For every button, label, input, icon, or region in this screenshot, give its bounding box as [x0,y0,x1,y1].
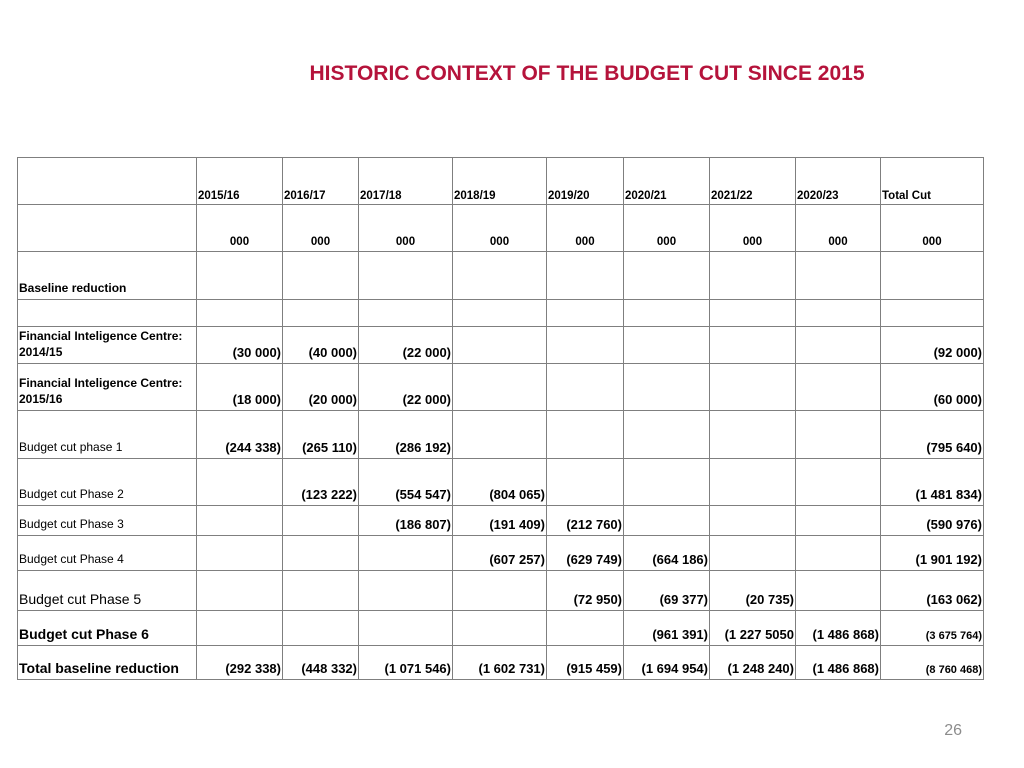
unit-cell: 000 [710,205,796,252]
value-cell: (1 694 954) [624,646,710,680]
value-cell [283,506,359,536]
table-row [18,571,984,611]
value-cell: (163 062) [881,571,984,611]
value-cell: (20 735) [710,571,796,611]
value-cell [624,252,710,300]
value-cell [197,506,283,536]
header-cell [18,158,197,205]
value-cell: (1 602 731) [453,646,547,680]
value-cell [547,300,624,327]
value-cell: (664 186) [624,536,710,571]
value-cell: (72 950) [547,571,624,611]
row-label: Budget cut Phase 4 [18,536,197,571]
header-cell: 2019/20 [547,158,624,205]
row-label: Budget cut phase 1 [18,411,197,459]
value-cell: (804 065) [453,459,547,506]
value-cell [197,300,283,327]
table-row [18,611,984,646]
value-cell [710,327,796,364]
value-cell [359,300,453,327]
value-cell [624,411,710,459]
value-cell [283,252,359,300]
value-cell [359,252,453,300]
value-cell: (69 377) [624,571,710,611]
value-cell [283,611,359,646]
value-cell [197,252,283,300]
value-cell: (212 760) [547,506,624,536]
unit-cell: 000 [283,205,359,252]
value-cell [796,411,881,459]
unit-cell: 000 [796,205,881,252]
value-cell [796,536,881,571]
value-cell: (1 071 546) [359,646,453,680]
value-cell [796,571,881,611]
value-cell [796,364,881,411]
table-row [18,364,984,411]
value-cell: (22 000) [359,327,453,364]
value-cell: (60 000) [881,364,984,411]
value-cell [796,459,881,506]
value-cell [547,459,624,506]
value-cell [624,506,710,536]
value-cell: (1 486 868) [796,646,881,680]
value-cell: (18 000) [197,364,283,411]
value-cell [197,536,283,571]
row-label: Total baseline reduction [18,646,197,680]
row-label: Budget cut Phase 2 [18,459,197,506]
unit-cell: 000 [197,205,283,252]
value-cell: (915 459) [547,646,624,680]
value-cell: (191 409) [453,506,547,536]
header-cell: Total Cut [881,158,984,205]
value-cell [710,536,796,571]
value-cell [197,459,283,506]
header-cell: 2021/22 [710,158,796,205]
value-cell [197,571,283,611]
row-label: Budget cut Phase 3 [18,506,197,536]
value-cell [881,300,984,327]
value-cell [283,571,359,611]
table-header-row [18,158,984,205]
unit-cell: 000 [624,205,710,252]
value-cell [547,252,624,300]
value-cell [453,571,547,611]
page-number: 26 [944,722,962,739]
value-cell [359,611,453,646]
value-cell: (1 248 240) [710,646,796,680]
value-cell [881,252,984,300]
value-cell: (8 760 468) [881,646,984,680]
value-cell [624,300,710,327]
unit-cell [18,205,197,252]
value-cell: (1 486 868) [796,611,881,646]
budget-cut-table [17,157,984,680]
value-cell [796,252,881,300]
value-cell [453,300,547,327]
value-cell [453,327,547,364]
value-cell [547,364,624,411]
table-row [18,300,984,327]
value-cell [547,411,624,459]
value-cell: (629 749) [547,536,624,571]
value-cell [796,300,881,327]
unit-cell: 000 [453,205,547,252]
value-cell: (448 332) [283,646,359,680]
value-cell: (795 640) [881,411,984,459]
table-total-row [18,646,984,680]
value-cell: (3 675 764) [881,611,984,646]
table-row [18,327,984,364]
row-label: Financial Inteligence Centre: 2015/16 [18,364,197,411]
slide-title: HISTORIC CONTEXT OF THE BUDGET CUT SINCE 2015 [309,62,865,85]
value-cell: (554 547) [359,459,453,506]
value-cell [547,611,624,646]
table-units-row [18,205,984,252]
row-label: Baseline reduction [18,252,197,300]
value-cell [796,327,881,364]
value-cell [796,506,881,536]
value-cell [197,611,283,646]
value-cell [624,364,710,411]
header-cell: 2020/21 [624,158,710,205]
header-cell: 2018/19 [453,158,547,205]
header-cell: 2015/16 [197,158,283,205]
value-cell [710,411,796,459]
value-cell: (607 257) [453,536,547,571]
value-cell: (22 000) [359,364,453,411]
value-cell: (286 192) [359,411,453,459]
value-cell [359,571,453,611]
value-cell [283,536,359,571]
value-cell [710,252,796,300]
value-cell: (244 338) [197,411,283,459]
value-cell [710,459,796,506]
value-cell [359,536,453,571]
header-cell: 2017/18 [359,158,453,205]
value-cell: (590 976) [881,506,984,536]
value-cell [453,364,547,411]
table-row [18,459,984,506]
value-cell [453,611,547,646]
table-row [18,411,984,459]
row-label: Financial Inteligence Centre: 2014/15 [18,327,197,364]
row-label: Budget cut Phase 5 [18,571,197,611]
value-cell [624,327,710,364]
unit-cell: 000 [547,205,624,252]
value-cell: (292 338) [197,646,283,680]
header-cell: 2016/17 [283,158,359,205]
table-row [18,252,984,300]
table-row [18,536,984,571]
value-cell [710,300,796,327]
value-cell [710,364,796,411]
value-cell: (20 000) [283,364,359,411]
value-cell: (30 000) [197,327,283,364]
table-row [18,506,984,536]
value-cell [710,506,796,536]
value-cell: (92 000) [881,327,984,364]
unit-cell: 000 [359,205,453,252]
value-cell: (123 222) [283,459,359,506]
value-cell: (40 000) [283,327,359,364]
value-cell: (186 807) [359,506,453,536]
unit-cell: 000 [881,205,984,252]
header-cell: 2020/23 [796,158,881,205]
value-cell: (1 227 5050 [710,611,796,646]
value-cell: (1 481 834) [881,459,984,506]
value-cell: (961 391) [624,611,710,646]
value-cell [453,411,547,459]
row-label: Budget cut Phase 6 [18,611,197,646]
value-cell [453,252,547,300]
value-cell: (1 901 192) [881,536,984,571]
value-cell [547,327,624,364]
row-label [18,300,197,327]
value-cell [283,300,359,327]
value-cell: (265 110) [283,411,359,459]
value-cell [624,459,710,506]
